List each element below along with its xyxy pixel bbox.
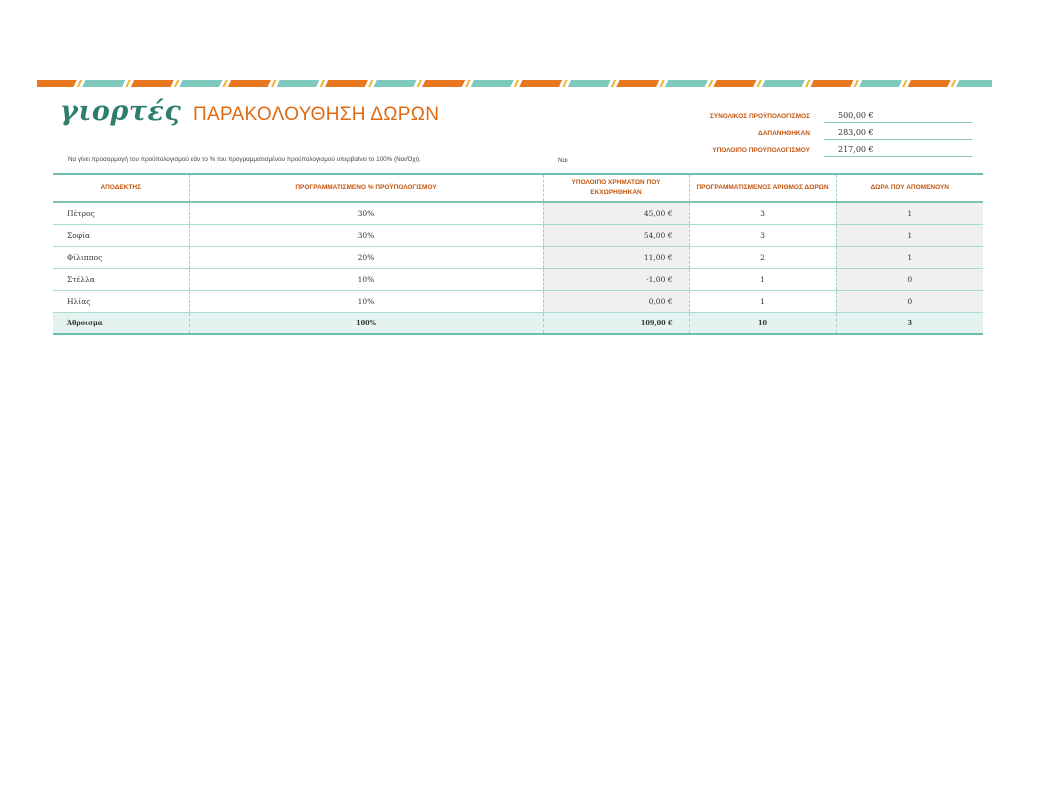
- cell-gifts-remaining[interactable]: 0: [836, 268, 983, 290]
- spent-value[interactable]: 283,00 €: [824, 126, 972, 140]
- table-header-row: [53, 174, 983, 202]
- total-budget-label: ΣΥΝΟΛΙΚΟΣ ΠΡΟΫΠΟΛΟΓΙΣΜΟΣ: [709, 113, 810, 120]
- page-title: ΠΑΡΑΚΟΛΟΥΘΗΣΗ ΔΩΡΩΝ: [193, 104, 440, 125]
- cell-recipient[interactable]: Φίλιππος: [53, 246, 189, 268]
- cell-remaining-money[interactable]: 11,00 €: [543, 246, 689, 268]
- cell-gifts-remaining[interactable]: 0: [836, 290, 983, 312]
- table-row: [53, 202, 983, 224]
- spent-label: ΔΑΠΑΝΗΘΗΚΑΝ: [758, 130, 810, 137]
- decorative-stripe: [37, 80, 992, 87]
- remaining-budget-value[interactable]: 217,00 €: [824, 143, 972, 157]
- total-label[interactable]: Άθροισμα: [53, 312, 189, 334]
- cell-remaining-money[interactable]: -1,00 €: [543, 268, 689, 290]
- header-gifts-remaining[interactable]: ΔΩΡΑ ΠΟΥ ΑΠΟΜΕΝΟΥΝ: [836, 174, 983, 202]
- header-planned-gifts[interactable]: ΠΡΟΓΡΑΜΜΑΤΙΣΜΕΝΟΣ ΑΡΙΘΜΟΣ ΔΩΡΩΝ: [689, 174, 836, 202]
- cell-planned-gifts[interactable]: 2: [689, 246, 836, 268]
- cell-planned-gifts[interactable]: 3: [689, 202, 836, 224]
- table-row: [53, 290, 983, 312]
- cell-gifts-remaining[interactable]: 1: [836, 246, 983, 268]
- cell-gifts-remaining[interactable]: 1: [836, 202, 983, 224]
- table-row: [53, 246, 983, 268]
- cell-planned-gifts[interactable]: 1: [689, 268, 836, 290]
- budget-summary: [640, 106, 985, 157]
- cell-recipient[interactable]: Σοφία: [53, 224, 189, 246]
- logo: γιορτές: [60, 96, 182, 127]
- gift-table: [53, 173, 983, 335]
- total-budget-value[interactable]: 500,00 €: [824, 109, 972, 123]
- cell-remaining-money[interactable]: 45,00 €: [543, 202, 689, 224]
- summary-row-spent: [640, 123, 985, 140]
- adjust-budget-question: Να γίνει προσαρμογή του προϋπολογισμού εάν το % του προγραμματισμένου προϋπολογισμού υπερβαίνει το 100% (Ναι/Όχι).: [68, 156, 421, 163]
- table-total-row: [53, 312, 983, 334]
- remaining-budget-label: ΥΠΟΛΟΙΠΟ ΠΡΟΫΠΟΛΟΓΙΣΜΟΥ: [712, 147, 810, 154]
- cell-gifts-remaining[interactable]: 1: [836, 224, 983, 246]
- cell-recipient[interactable]: Πέτρος: [53, 202, 189, 224]
- total-planned-gifts[interactable]: 10: [689, 312, 836, 334]
- header-recipient[interactable]: ΑΠΟΔΕΚΤΗΣ: [53, 174, 189, 202]
- header-planned-percent[interactable]: ΠΡΟΓΡΑΜΜΑΤΙΣΜΕΝΟ % ΠΡΟΫΠΟΛΟΓΙΣΜΟΥ: [189, 174, 543, 202]
- cell-remaining-money[interactable]: 54,00 €: [543, 224, 689, 246]
- cell-planned-percent[interactable]: 30%: [189, 224, 543, 246]
- table-row: [53, 268, 983, 290]
- cell-remaining-money[interactable]: 0,00 €: [543, 290, 689, 312]
- cell-recipient[interactable]: Ηλίας: [53, 290, 189, 312]
- cell-planned-percent[interactable]: 10%: [189, 290, 543, 312]
- total-gifts-remaining[interactable]: 3: [836, 312, 983, 334]
- cell-planned-percent[interactable]: 20%: [189, 246, 543, 268]
- cell-planned-percent[interactable]: 30%: [189, 202, 543, 224]
- total-planned-percent[interactable]: 100%: [189, 312, 543, 334]
- header-remaining-money[interactable]: ΥΠΟΛΟΙΠΟ ΧΡΗΜΑΤΩΝ ΠΟΥ ΕΚΧΩΡΗΘΗΚΑΝ: [543, 174, 689, 202]
- total-remaining-money[interactable]: 109,00 €: [543, 312, 689, 334]
- table-row: [53, 224, 983, 246]
- summary-row-total-budget: [640, 106, 985, 123]
- adjust-budget-answer[interactable]: Ναι: [558, 157, 568, 164]
- cell-recipient[interactable]: Στέλλα: [53, 268, 189, 290]
- cell-planned-percent[interactable]: 10%: [189, 268, 543, 290]
- summary-row-remaining: [640, 140, 985, 157]
- cell-planned-gifts[interactable]: 3: [689, 224, 836, 246]
- cell-planned-gifts[interactable]: 1: [689, 290, 836, 312]
